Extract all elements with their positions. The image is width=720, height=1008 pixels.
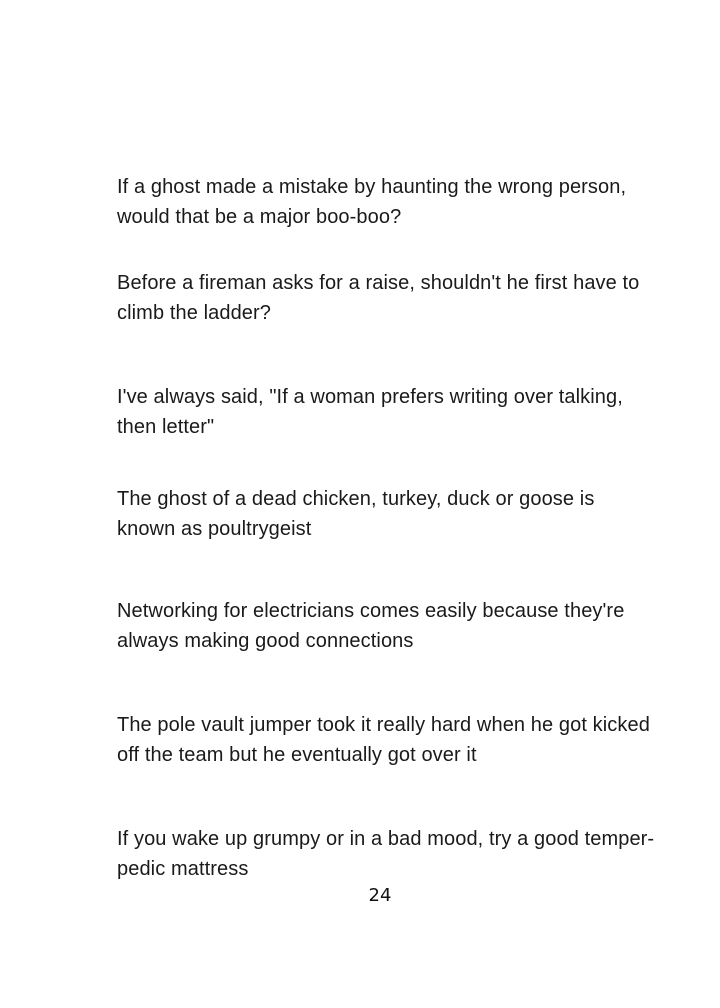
joke-paragraph-6: The pole vault jumper took it really hard when he got kicked off the team but he eventually got over it	[117, 714, 650, 766]
joke-paragraph-1: If a ghost made a mistake by haunting the wrong person, would that be a major boo-boo?	[117, 176, 627, 228]
page-number: 24	[368, 885, 392, 906]
joke-paragraph-2: Before a fireman asks for a raise, shouldn't he first have to climb the ladder?	[117, 272, 640, 324]
joke-paragraph-4: The ghost of a dead chicken, turkey, duck or goose is known as poultrygeist	[117, 488, 595, 540]
joke-paragraph-7: If you wake up grumpy or in a bad mood, try a good temper-pedic mattress	[117, 828, 655, 880]
joke-paragraph-3: I've always said, "If a woman prefers writing over talking, then letter"	[117, 386, 623, 438]
joke-paragraph-5: Networking for electricians comes easily because they're always making good connections	[117, 600, 625, 652]
